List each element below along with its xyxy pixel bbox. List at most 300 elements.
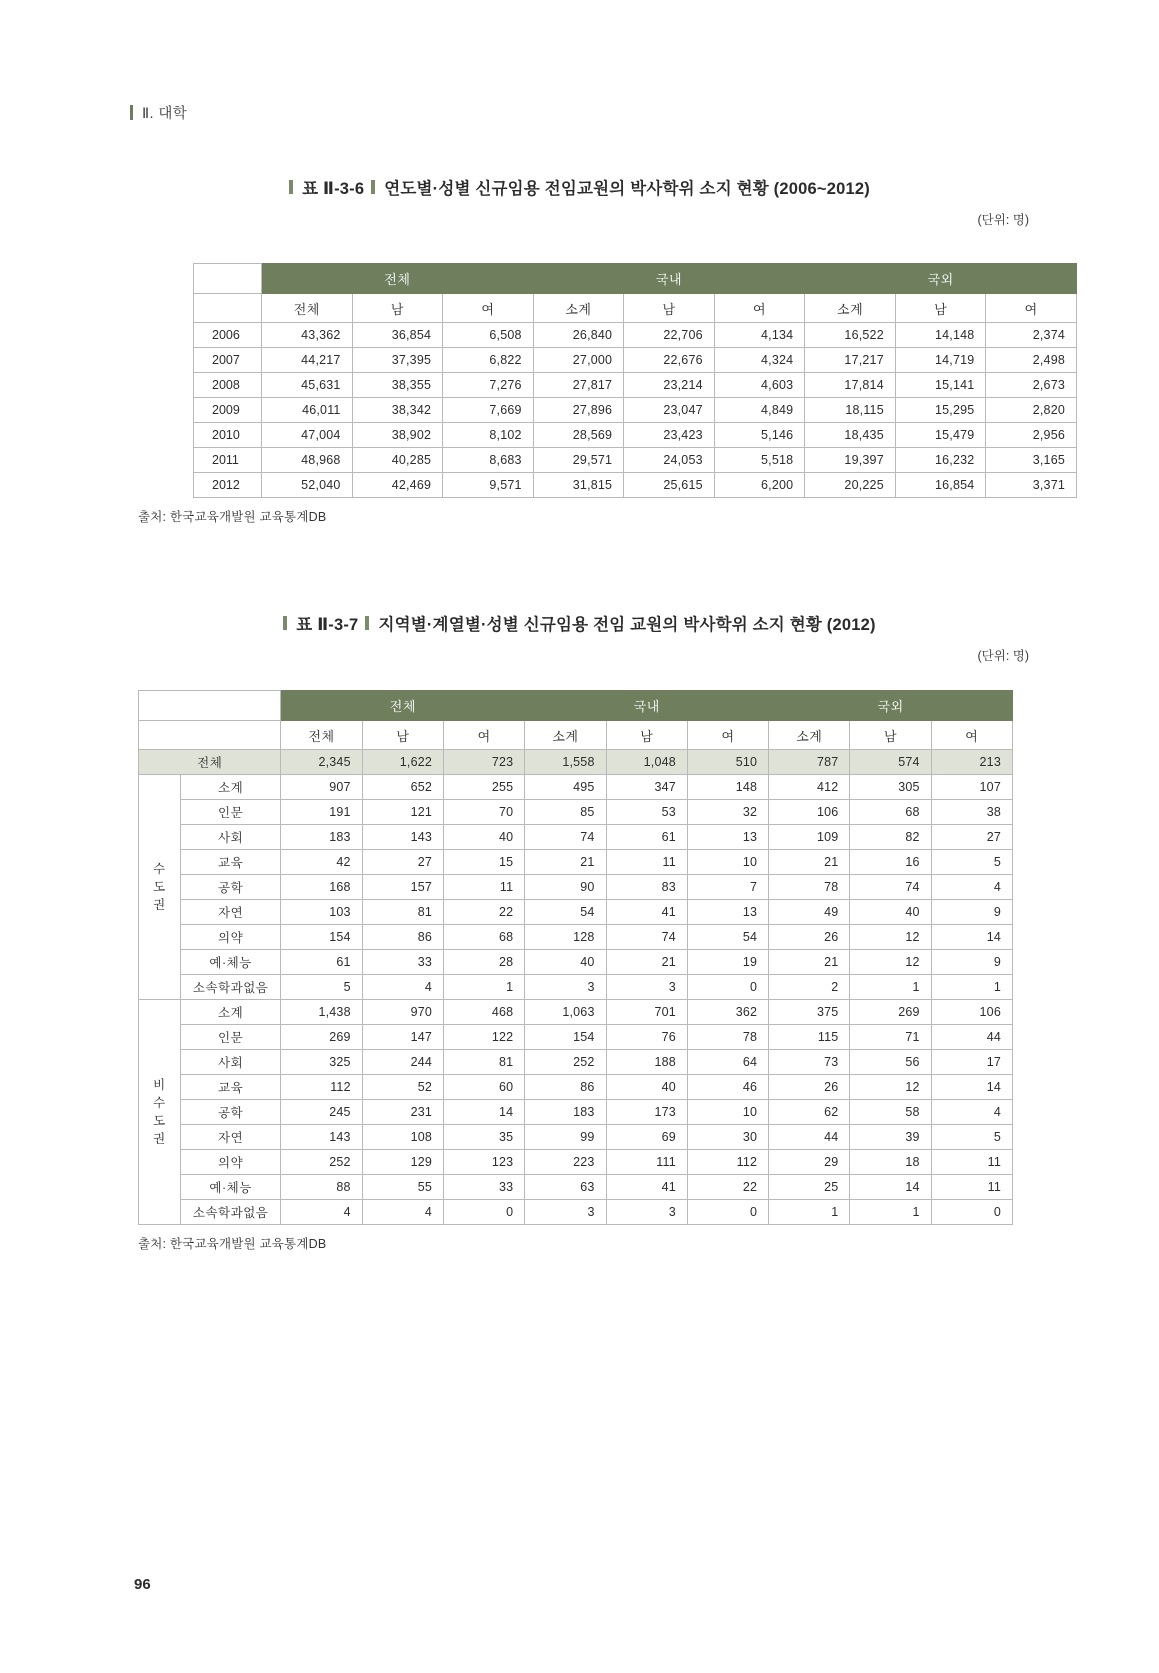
table-row: [139, 1100, 1013, 1125]
cell: 85: [525, 800, 606, 825]
cell: 2,345: [281, 750, 362, 775]
cell: 44: [931, 1025, 1012, 1050]
cell: 2,956: [986, 423, 1077, 448]
cell: 4: [362, 975, 443, 1000]
cell: 5,146: [714, 423, 805, 448]
cell: 6,200: [714, 473, 805, 498]
section-table-3-6: [130, 175, 1065, 525]
cell: 7,276: [443, 373, 534, 398]
cell: 40,285: [352, 448, 443, 473]
cell: 22,706: [624, 323, 715, 348]
table-row-total: [139, 750, 1013, 775]
cell: 111: [606, 1150, 687, 1175]
cell: 27,896: [533, 398, 624, 423]
cell: 24,053: [624, 448, 715, 473]
cell: 25,615: [624, 473, 715, 498]
cell: 21: [525, 850, 606, 875]
cell: 55: [362, 1175, 443, 1200]
cell: 4: [931, 875, 1012, 900]
cell: 305: [850, 775, 931, 800]
cell: 8,683: [443, 448, 534, 473]
cell: 8,102: [443, 423, 534, 448]
cell: 1,438: [281, 1000, 362, 1025]
cell: 4: [931, 1100, 1012, 1125]
cell: 1,048: [606, 750, 687, 775]
row-label: 소속학과없음: [180, 1200, 281, 1225]
sub-header-1: 전체: [262, 294, 353, 323]
document-page: [0, 102, 1159, 1673]
cell: 12: [850, 1075, 931, 1100]
cell: 3: [525, 975, 606, 1000]
cell: 29: [769, 1150, 850, 1175]
cell: 1: [850, 1200, 931, 1225]
cell: 82: [850, 825, 931, 850]
cell: 68: [850, 800, 931, 825]
cell: 27,000: [533, 348, 624, 373]
cell: 1: [931, 975, 1012, 1000]
cell: 173: [606, 1100, 687, 1125]
cell: 18,115: [805, 398, 896, 423]
cell: 4: [362, 1200, 443, 1225]
cell: 4,324: [714, 348, 805, 373]
cell: 26: [769, 925, 850, 950]
table-3-7-caption: [130, 611, 1029, 635]
cell: 33: [362, 950, 443, 975]
cell: 244: [362, 1050, 443, 1075]
cell: 52,040: [262, 473, 353, 498]
caption-tick-icon-2: [365, 616, 369, 630]
cell: 14: [850, 1175, 931, 1200]
cell: 27,817: [533, 373, 624, 398]
cell: 64: [687, 1050, 768, 1075]
cell: 36,854: [352, 323, 443, 348]
section-table-3-7: [130, 611, 1029, 1252]
sub-header-6: 여: [687, 721, 768, 750]
cell: 33: [444, 1175, 525, 1200]
cell: 183: [281, 825, 362, 850]
cell: 40: [850, 900, 931, 925]
cell: 122: [444, 1025, 525, 1050]
cell: 2,374: [986, 323, 1077, 348]
cell: 154: [525, 1025, 606, 1050]
cell: 223: [525, 1150, 606, 1175]
row-year: 2011: [194, 448, 262, 473]
cell: 48,968: [262, 448, 353, 473]
cell: 68: [444, 925, 525, 950]
cell: 22,676: [624, 348, 715, 373]
row-label: 소속학과없음: [180, 975, 281, 1000]
cell: 16,232: [895, 448, 986, 473]
cell: 17,814: [805, 373, 896, 398]
cell: 25: [769, 1175, 850, 1200]
row-label: 소계: [180, 1000, 281, 1025]
cell: 11: [606, 850, 687, 875]
cell: 1,558: [525, 750, 606, 775]
cell: 0: [931, 1200, 1012, 1225]
table-3-7-group-header-row: [139, 691, 1013, 721]
cell: 12: [850, 950, 931, 975]
cell: 112: [687, 1150, 768, 1175]
row-label: 인문: [180, 1025, 281, 1050]
cell: 213: [931, 750, 1012, 775]
row-label: 자연: [180, 1125, 281, 1150]
cell: 37,395: [352, 348, 443, 373]
cell: 76: [606, 1025, 687, 1050]
table-row: [194, 323, 1077, 348]
cell: 188: [606, 1050, 687, 1075]
sub-header-7: 소계: [805, 294, 896, 323]
cell: 41: [606, 1175, 687, 1200]
cell: 652: [362, 775, 443, 800]
row-label: 의약: [180, 1150, 281, 1175]
cell: 10: [687, 850, 768, 875]
cell: 129: [362, 1150, 443, 1175]
row-label: 교육: [180, 850, 281, 875]
cell: 19: [687, 950, 768, 975]
caption-tick-icon: [289, 180, 293, 194]
group-label-char: 도: [153, 1114, 166, 1128]
cell: 2,820: [986, 398, 1077, 423]
cell: 69: [606, 1125, 687, 1150]
table-row: [194, 423, 1077, 448]
row-label: 예·체능: [180, 950, 281, 975]
table-3-7-caption-label: 표 Ⅱ-3-7: [296, 616, 359, 634]
sub-header-4: 소계: [525, 721, 606, 750]
cell: 10: [687, 1100, 768, 1125]
table-3-6-unit: (단위: 명): [977, 213, 1029, 227]
sub-header-8: 남: [895, 294, 986, 323]
cell: 78: [687, 1025, 768, 1050]
cell: 4,603: [714, 373, 805, 398]
cell: 11: [931, 1175, 1012, 1200]
table-row: [194, 448, 1077, 473]
row-label: 자연: [180, 900, 281, 925]
cell: 49: [769, 900, 850, 925]
cell: 22: [687, 1175, 768, 1200]
row-year: 2010: [194, 423, 262, 448]
cell: 245: [281, 1100, 362, 1125]
cell: 14,719: [895, 348, 986, 373]
table-row: [139, 925, 1013, 950]
cell: 1: [444, 975, 525, 1000]
table-row: [139, 1000, 1013, 1025]
cell: 26: [769, 1075, 850, 1100]
cell: 38: [931, 800, 1012, 825]
table-row: [139, 1125, 1013, 1150]
row-label: 소계: [180, 775, 281, 800]
cell: 14,148: [895, 323, 986, 348]
table-3-7-caption-title: 지역별·계열별·성별 신규임용 전임 교원의 박사학위 소지 현황 (2012): [378, 616, 876, 634]
cell: 970: [362, 1000, 443, 1025]
sub-header-1: 전체: [281, 721, 362, 750]
cell: 52: [362, 1075, 443, 1100]
group-label-char: 도: [153, 879, 166, 894]
cell: 20,225: [805, 473, 896, 498]
table-3-7-source: 출처: 한국교육개발원 교육통계DB: [138, 1237, 327, 1251]
group-label-capital: [139, 775, 181, 1000]
cell: 74: [606, 925, 687, 950]
cell: 18: [850, 1150, 931, 1175]
cell: 252: [281, 1150, 362, 1175]
cell: 12: [850, 925, 931, 950]
sub-header-2: 남: [352, 294, 443, 323]
running-head: [130, 102, 1029, 123]
cell: 106: [769, 800, 850, 825]
cell: 15,295: [895, 398, 986, 423]
cell: 3: [606, 1200, 687, 1225]
cell: 21: [769, 850, 850, 875]
cell: 375: [769, 1000, 850, 1025]
cell: 0: [444, 1200, 525, 1225]
cell: 510: [687, 750, 768, 775]
group-label-char: 수: [153, 861, 166, 876]
table-3-6-group-header-row: [194, 264, 1077, 294]
cell: 7: [687, 875, 768, 900]
cell: 412: [769, 775, 850, 800]
sub-header-4: 소계: [533, 294, 624, 323]
cell: 362: [687, 1000, 768, 1025]
cell: 17: [931, 1050, 1012, 1075]
cell: 61: [281, 950, 362, 975]
table-row: [139, 950, 1013, 975]
cell: 21: [769, 950, 850, 975]
cell: 143: [362, 825, 443, 850]
cell: 3: [606, 975, 687, 1000]
cell: 9,571: [443, 473, 534, 498]
row-label: 사회: [180, 1050, 281, 1075]
table-row: [139, 850, 1013, 875]
cell: 74: [850, 875, 931, 900]
table-row: [139, 1175, 1013, 1200]
table-row: [139, 1075, 1013, 1100]
cell: 81: [444, 1050, 525, 1075]
cell: 121: [362, 800, 443, 825]
cell: 21: [606, 950, 687, 975]
cell: 35: [444, 1125, 525, 1150]
cell: 32: [687, 800, 768, 825]
cell: 44: [769, 1125, 850, 1150]
cell: 44,217: [262, 348, 353, 373]
cell: 74: [525, 825, 606, 850]
cell: 11: [444, 875, 525, 900]
cell: 157: [362, 875, 443, 900]
table-3-6: [193, 263, 1077, 498]
cell: 47,004: [262, 423, 353, 448]
cell: 46,011: [262, 398, 353, 423]
cell: 2,498: [986, 348, 1077, 373]
cell: 39: [850, 1125, 931, 1150]
cell: 4,849: [714, 398, 805, 423]
cell: 3,371: [986, 473, 1077, 498]
cell: 53: [606, 800, 687, 825]
table-row: [194, 373, 1077, 398]
cell: 15: [444, 850, 525, 875]
page-number: 96: [134, 1576, 151, 1593]
cell: 42,469: [352, 473, 443, 498]
cell: 99: [525, 1125, 606, 1150]
cell: 16,854: [895, 473, 986, 498]
cell: 787: [769, 750, 850, 775]
table-3-7-sub-header-row: [139, 721, 1013, 750]
cell: 6,508: [443, 323, 534, 348]
row-label: 공학: [180, 1100, 281, 1125]
cell: 5: [281, 975, 362, 1000]
cell: 13: [687, 900, 768, 925]
cell: 23,214: [624, 373, 715, 398]
group-label-char: 수: [153, 1095, 166, 1110]
cell: 3: [525, 1200, 606, 1225]
cell: 148: [687, 775, 768, 800]
caption-tick-icon: [283, 616, 287, 630]
row-year: 2007: [194, 348, 262, 373]
cell: 5,518: [714, 448, 805, 473]
table-row: [139, 900, 1013, 925]
cell: 723: [444, 750, 525, 775]
cell: 54: [687, 925, 768, 950]
cell: 128: [525, 925, 606, 950]
cell: 0: [687, 1200, 768, 1225]
sub-header-2: 남: [362, 721, 443, 750]
cell: 38,355: [352, 373, 443, 398]
table-3-6-caption-label: 표 Ⅱ-3-6: [302, 180, 365, 198]
cell: 154: [281, 925, 362, 950]
cell: 106: [931, 1000, 1012, 1025]
cell: 1,063: [525, 1000, 606, 1025]
group-header-overseas: 국외: [769, 691, 1013, 721]
cell: 60: [444, 1075, 525, 1100]
cell: 19,397: [805, 448, 896, 473]
caption-tick-icon-2: [371, 180, 375, 194]
cell: 2: [769, 975, 850, 1000]
group-label-char: 비: [153, 1077, 166, 1092]
row-label: 공학: [180, 875, 281, 900]
cell: 183: [525, 1100, 606, 1125]
cell: 7,669: [443, 398, 534, 423]
cell: 2,673: [986, 373, 1077, 398]
corner-cell: [139, 691, 281, 721]
cell: 103: [281, 900, 362, 925]
row-label: 인문: [180, 800, 281, 825]
cell: 115: [769, 1025, 850, 1050]
group-header-total: 전체: [262, 264, 534, 294]
cell: 9: [931, 900, 1012, 925]
cell: 468: [444, 1000, 525, 1025]
cell: 123: [444, 1150, 525, 1175]
cell: 70: [444, 800, 525, 825]
cell: 27: [931, 825, 1012, 850]
cell: 109: [769, 825, 850, 850]
group-label-char: 권: [153, 898, 166, 913]
cell: 325: [281, 1050, 362, 1075]
cell: 14: [931, 1075, 1012, 1100]
cell: 61: [606, 825, 687, 850]
table-row: [139, 775, 1013, 800]
corner-cell: [194, 264, 262, 294]
cell: 56: [850, 1050, 931, 1075]
cell: 0: [687, 975, 768, 1000]
cell: 269: [281, 1025, 362, 1050]
cell: 108: [362, 1125, 443, 1150]
table-3-6-caption: [130, 175, 1029, 199]
table-row: [139, 1025, 1013, 1050]
cell: 168: [281, 875, 362, 900]
cell: 83: [606, 875, 687, 900]
row-label: 예·체능: [180, 1175, 281, 1200]
cell: 63: [525, 1175, 606, 1200]
cell: 23,423: [624, 423, 715, 448]
cell: 14: [444, 1100, 525, 1125]
sub-header-6: 여: [714, 294, 805, 323]
cell: 78: [769, 875, 850, 900]
cell: 269: [850, 1000, 931, 1025]
cell: 15,479: [895, 423, 986, 448]
cell: 143: [281, 1125, 362, 1150]
cell: 1: [850, 975, 931, 1000]
cell: 22: [444, 900, 525, 925]
cell: 62: [769, 1100, 850, 1125]
table-row: [194, 348, 1077, 373]
cell: 112: [281, 1075, 362, 1100]
cell: 46: [687, 1075, 768, 1100]
cell: 30: [687, 1125, 768, 1150]
cell: 147: [362, 1025, 443, 1050]
cell: 28,569: [533, 423, 624, 448]
row-label: 교육: [180, 1075, 281, 1100]
cell: 231: [362, 1100, 443, 1125]
cell: 16,522: [805, 323, 896, 348]
sub-header-blank: [139, 721, 281, 750]
table-row: [139, 1150, 1013, 1175]
cell: 701: [606, 1000, 687, 1025]
sub-header-blank: [194, 294, 262, 323]
row-year: 2006: [194, 323, 262, 348]
cell: 18,435: [805, 423, 896, 448]
cell: 29,571: [533, 448, 624, 473]
group-header-domestic: 국내: [533, 264, 805, 294]
table-row: [139, 825, 1013, 850]
cell: 17,217: [805, 348, 896, 373]
group-header-domestic: 국내: [525, 691, 769, 721]
running-head-text: Ⅱ. 대학: [142, 106, 188, 122]
cell: 54: [525, 900, 606, 925]
cell: 88: [281, 1175, 362, 1200]
cell: 11: [931, 1150, 1012, 1175]
sub-header-5: 남: [624, 294, 715, 323]
table-row: [194, 473, 1077, 498]
cell: 41: [606, 900, 687, 925]
table-3-6-source: 출처: 한국교육개발원 교육통계DB: [138, 510, 327, 524]
cell: 38,902: [352, 423, 443, 448]
cell: 86: [362, 925, 443, 950]
row-label: 의약: [180, 925, 281, 950]
cell: 31,815: [533, 473, 624, 498]
cell: 27: [362, 850, 443, 875]
cell: 3,165: [986, 448, 1077, 473]
cell: 907: [281, 775, 362, 800]
cell: 5: [931, 850, 1012, 875]
table-3-6-sub-header-row: [194, 294, 1077, 323]
sub-header-9: 여: [931, 721, 1012, 750]
cell: 43,362: [262, 323, 353, 348]
cell: 495: [525, 775, 606, 800]
table-row: [139, 800, 1013, 825]
cell: 15,141: [895, 373, 986, 398]
sub-header-7: 소계: [769, 721, 850, 750]
cell: 252: [525, 1050, 606, 1075]
table-3-6-caption-title: 연도별·성별 신규임용 전임교원의 박사학위 소지 현황 (2006~2012): [384, 180, 870, 198]
table-row: [139, 1200, 1013, 1225]
cell: 26,840: [533, 323, 624, 348]
